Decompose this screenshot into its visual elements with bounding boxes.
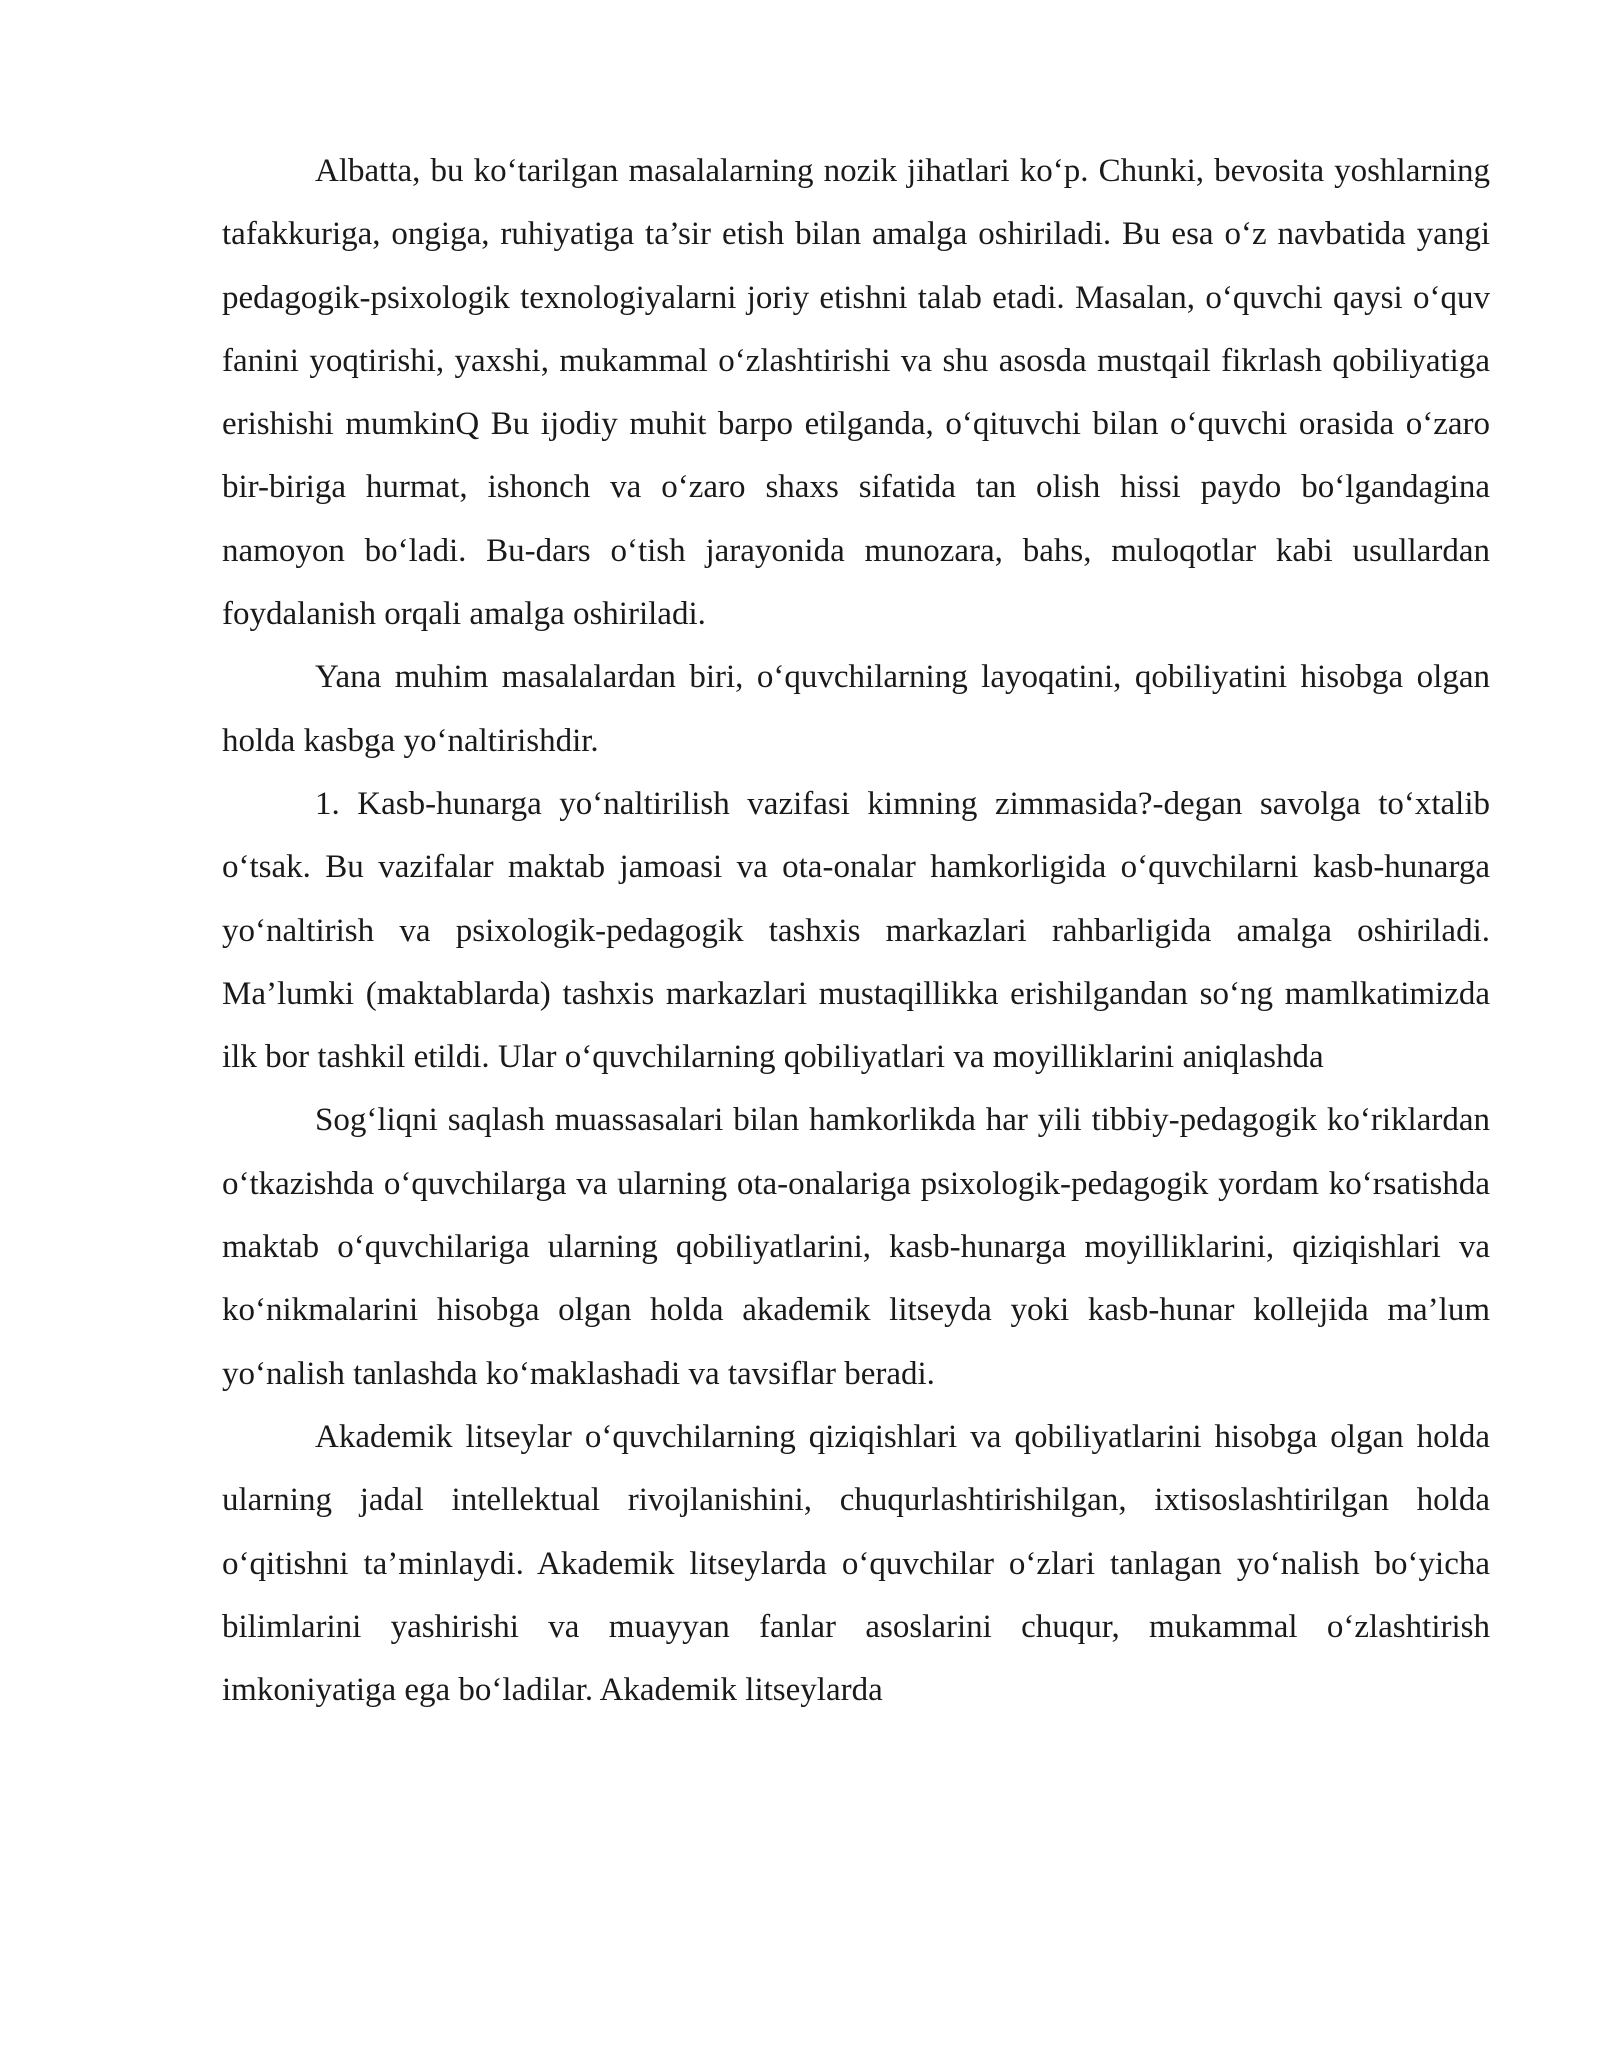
paragraph-4: Sog‘liqni saqlash muassasalari bilan hamkorlikda har yili tibbiy-pedagogik ko‘riklardan o‘tkazishda o‘quvchilarga va ularning ota-onalariga psixologik-pedagogik yordam ko‘rsatishda maktab o‘quvchilariga ularning qobiliyatlarini, kasb-hunarga moyilliklarini, qiziqishlari va ko‘nikmalarini hisobga olgan holda akademik litseyda yoki kasb-hunar kollejida ma’lum yo‘nalish tanlashda ko‘maklashadi va tavsiflar beradi. — [222, 1102, 1490, 1392]
paragraph-2: Yana muhim masalalardan biri, o‘quvchilarning layoqatini, qobiliyatini hisobga olgan holda kasbga yo‘naltirishdir. — [222, 659, 1490, 759]
paragraph-3: 1. Kasb-hunarga yo‘naltirilish vazifasi kimning zimmasida?-degan savolga to‘xtalib o‘tsak. Bu vazifalar maktab jamoasi va ota-onalar hamkorligida o‘quvchilarni kasb-hunarga yo‘naltirish va psixologik-pedagogik tashxis markazlari rahbarligida amalga oshiriladi. Ma’lumki (maktablarda) tashxis markazlari mustaqillikka erishilgandan so‘ng mamlkatimizda ilk bor tashkil etildi. Ular o‘quvchilarning qobiliyatlari va moyilliklarini aniqlashda — [222, 785, 1490, 1076]
paragraph-5: Akademik litseylar o‘quvchilarning qiziqishlari va qobiliyatlarini hisobga olgan holda ularning jadal intellektual rivojlanishini, chuqurlashtirishilgan, ixtisoslashtirilgan holda o‘qitishni ta’minlaydi. Akademik litseylarda o‘quvchilar o‘zlari tanlagan yo‘nalish bo‘yicha bilimlarini yashirishi va muayyan fanlar asoslarini chuqur, mukammal o‘zlashtirish imkoniyatiga ega bo‘ladilar. Akademik litseylarda — [222, 1418, 1490, 1709]
document-page — [222, 140, 1490, 1722]
paragraph-1: Albatta, bu ko‘tarilgan masalalarning nozik jihatlari ko‘p. Chunki, bevosita yoshlarning tafakkuriga, ongiga, ruhiyatiga ta’sir etish bilan amalga oshiriladi. Bu esa o‘z navbatida yangi pedagogik-psixologik texnologiyalarni joriy etishni talab etadi. Masalan, o‘quvchi qaysi o‘quv fanini yoqtirishi, yaxshi, mukammal o‘zlashtirishi va shu asosda mustqail fikrlash qobiliyatiga erishishi mumkinQ Bu ijodiy muhit barpo etilganda, o‘qituvchi bilan o‘quvchi orasida o‘zaro bir-biriga hurmat, ishonch va o‘zaro shaxs sifatida tan olish hissi paydo bo‘lgandagina namoyon bo‘ladi. Bu-dars o‘tish jarayonida munozara, bahs, muloqotlar kabi usullardan foydalanish orqali amalga oshiriladi. — [222, 153, 1490, 633]
